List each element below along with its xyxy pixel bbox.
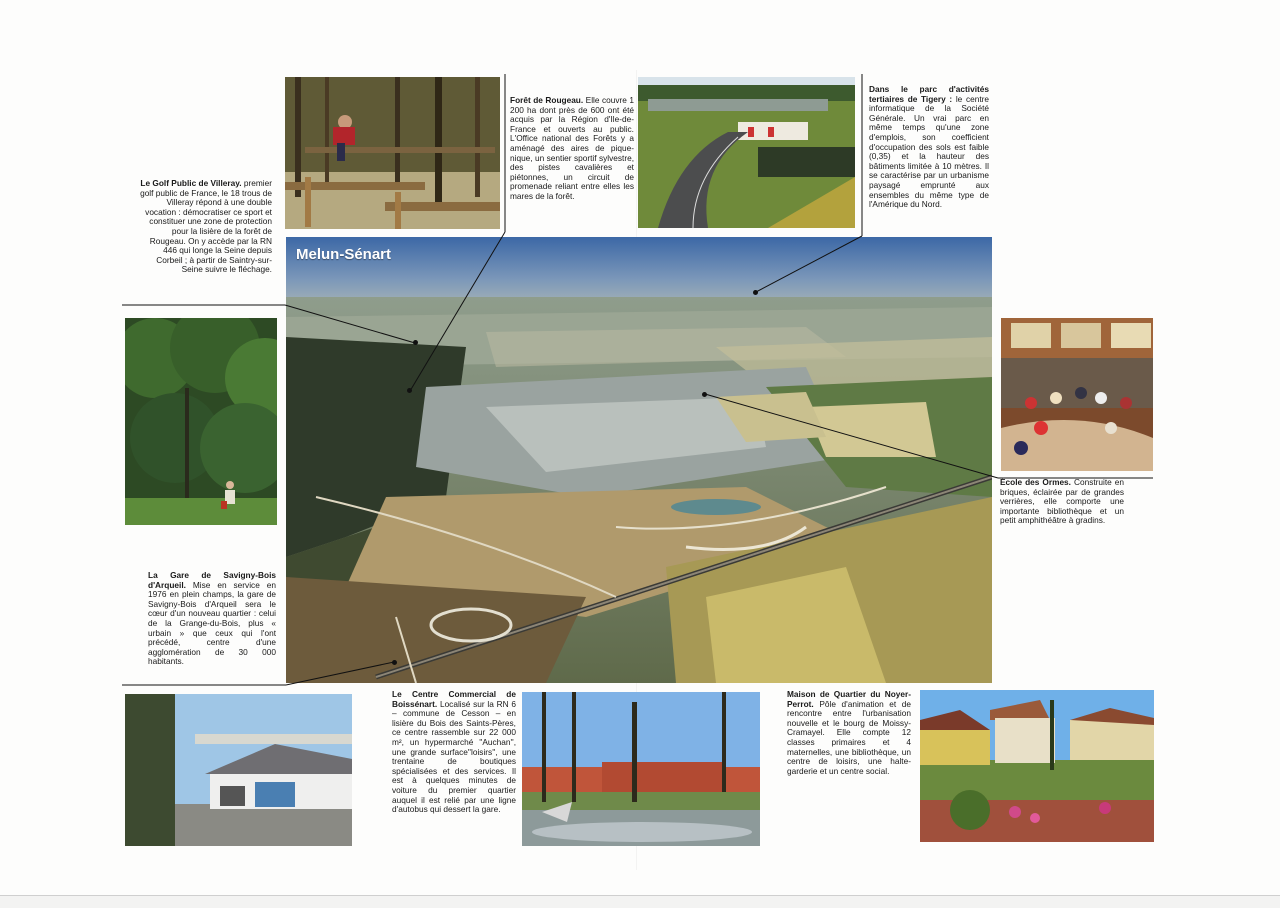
caption-ecole-title: École des Ormes. — [1000, 477, 1071, 487]
page-bottom-edge — [0, 895, 1280, 908]
caption-maison-title: Maison de Quartier du Noyer-Perrot. — [787, 689, 911, 709]
caption-centre-title: Le Centre Commercial de Boissénart. — [392, 689, 516, 709]
caption-tigery — [869, 85, 989, 210]
caption-tigery-title: Dans le parc d'activités tertiaires de Tigery : — [869, 84, 989, 104]
caption-gare-title: La Gare de Savigny-Bois d'Arqueil. — [148, 570, 276, 590]
quarter-houses-photo — [920, 690, 1154, 842]
golf-leader-dot — [413, 340, 418, 345]
caption-gare — [148, 571, 276, 667]
caption-golf-text: premier golf public de France, le 18 trous de Villeray répond à une double vocation : démocratiser ce sport et constituer une zone de protection pour la lisière de la forêt de Rougeau. On y accède par la RN 446 qui longe la Seine depuis Corbeil ; à partir de Saintry-sur-Seine suivre le fléchage. — [140, 178, 272, 275]
caption-maison-text: Pôle d'animation et de rencontre entre l'urbanisation nouvelle et le bourg de Moissy-Cramayel. Elle compte 12 classes primaires et 4 maternelles, une bibliothèque, un centre de loisirs, une halte-garderie et un centre social. — [787, 698, 912, 776]
caption-foret-text: Elle couvre 1 200 ha dont près de 600 ont été acquis par la Région d'Ile-de-France et ouverts au public. L'Office national des Forêts y a aménagé des aires de pique-nique, un sentier sportif sylvestre, des pistes cavalières et piétonnes, un circuit de promenade reliant entre elles les mares de la forêt. — [510, 95, 634, 201]
caption-foret-title: Forêt de Rougeau. — [510, 95, 584, 105]
caption-tigery-text: le centre informatique de la Société Générale. Un vrai parc en même temps qu'une zone d'emplois, son coefficient d'occupation des sols est faible (0,35) et la hauteur des bâtiments limitée à 10 mètres. Il se caractérise par un urbanisme paysagé emprunté aux ensembles du même type de l'Amérique du Nord. — [869, 93, 990, 210]
caption-golf — [140, 179, 272, 275]
map-title: Melun-Sénart — [296, 246, 392, 263]
station-building-photo — [125, 694, 352, 846]
caption-foret — [510, 96, 634, 202]
fitness-trail-photo — [285, 77, 500, 229]
caption-golf-title: Le Golf Public de Villeray. — [140, 178, 242, 188]
mall-fountain-photo — [522, 692, 760, 846]
aerial-view-photo — [286, 237, 992, 683]
foret-leader-dot — [407, 388, 412, 393]
forest-golfer-photo — [125, 318, 277, 525]
tigery-road-photo — [638, 77, 855, 228]
caption-centre-text: Localisé sur la RN 6 – commune de Cesson – en lisière du Bois des Saints-Pères, ce centre rassemble sur 22 000 m², un hypermarché ''Auchan'', une grande surface''loisirs'', une trentaine de boutiques spécialisées et des services. Il est à quelques minutes de voiture du premier quartier auquel il est relié par une ligne d'autobus qui dessert la gare. — [392, 698, 516, 815]
school-amphitheatre-photo — [1001, 318, 1153, 471]
gare-leader-dot — [392, 660, 397, 665]
caption-centre — [392, 690, 516, 815]
caption-maison — [787, 690, 911, 776]
caption-ecole-text: Construite en briques, éclairée par de grandes verrières, elle comporte une importante bibliothèque et un petit amphithéâtre à gradins. — [1000, 477, 1124, 526]
caption-gare-text: Mise en service en 1976 en plein champs, la gare de Savigny-Bois d'Arqueil sera le cœur d'un nouveau quartier : celui de la Grange-du-Bois, plus « urbain » que ceux qui l'ont précédé, centre d'une agglomération de 30 000 habitants. — [148, 579, 276, 667]
ecole-leader-dot — [702, 392, 707, 397]
tigery-leader-dot — [753, 290, 758, 295]
caption-ecole — [1000, 478, 1124, 526]
